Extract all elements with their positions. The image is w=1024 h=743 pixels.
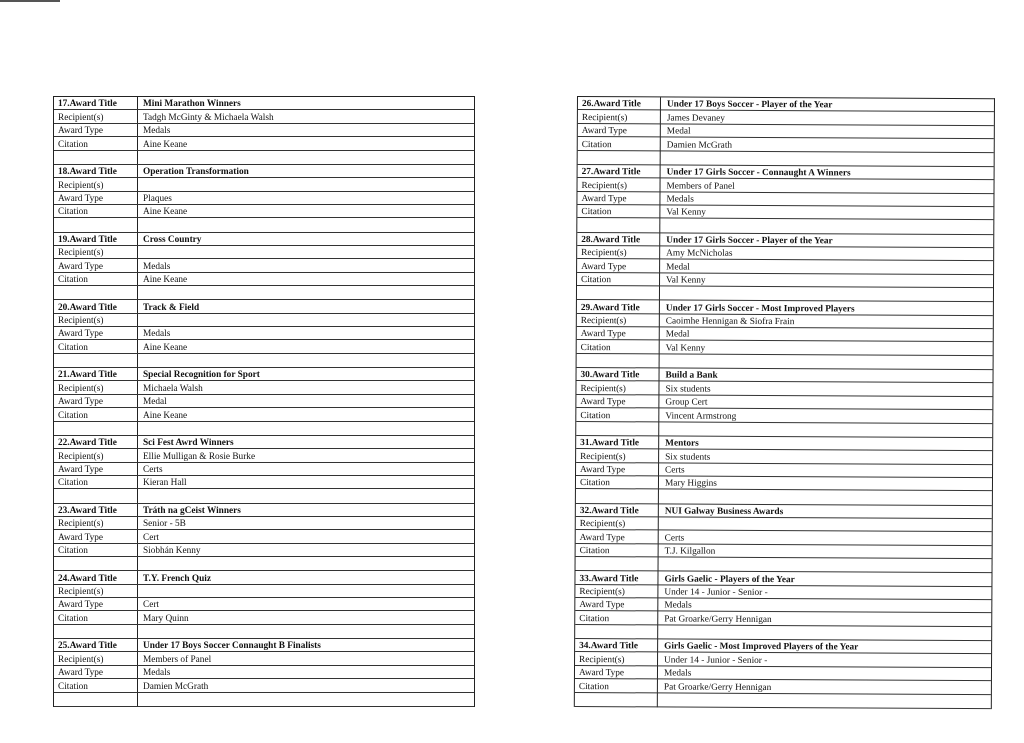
recipients-row xyxy=(54,178,474,191)
field-label: Recipient(s) xyxy=(580,383,626,395)
field-value: Damien McGrath xyxy=(143,681,209,692)
award-block xyxy=(54,233,474,301)
field-value: Pat Groarke/Gerry Hennigan xyxy=(663,682,772,693)
scan-edge-mark xyxy=(0,0,60,2)
award-block xyxy=(577,165,993,235)
field-label: 25.Award Title xyxy=(58,641,117,652)
field-label: Recipient(s) xyxy=(58,180,104,191)
field-value: Under 14 - Junior - Senior - xyxy=(664,587,768,599)
award-block xyxy=(576,436,992,506)
award-title-row xyxy=(54,233,474,246)
award-block xyxy=(576,368,992,438)
award-type-row xyxy=(54,666,474,679)
award-block xyxy=(54,639,474,707)
award-title-row xyxy=(54,571,474,584)
field-label: Award Type xyxy=(58,329,104,340)
field-label: Recipient(s) xyxy=(581,248,627,259)
field-value: Sci Fest Awrd Winners xyxy=(143,438,234,449)
field-label: 27.Award Title xyxy=(581,167,641,178)
field-label: Citation xyxy=(58,613,88,624)
field-label: Citation xyxy=(58,342,88,353)
field-label: Recipient(s) xyxy=(58,451,104,462)
awards-table-right xyxy=(574,96,995,709)
field-value: Medals xyxy=(664,600,692,612)
blank-row xyxy=(575,693,991,709)
field-label: Citation xyxy=(58,139,88,150)
field-label: Recipient(s) xyxy=(58,587,104,598)
award-block xyxy=(54,97,474,165)
citation-row xyxy=(54,679,474,692)
field-label: Award Type xyxy=(58,193,104,204)
field-label: Citation xyxy=(578,681,609,692)
field-value: Mentors xyxy=(665,438,699,449)
field-label: 21.Award Title xyxy=(58,370,117,381)
field-value: Track & Field xyxy=(143,302,200,313)
field-value: Build a Bank xyxy=(665,370,718,382)
field-label: Recipient(s) xyxy=(58,316,104,327)
award-block xyxy=(54,504,474,572)
field-label: 17.Award Title xyxy=(58,99,117,110)
citation-row xyxy=(54,476,474,489)
field-value: Medals xyxy=(143,668,171,679)
field-value: Cert xyxy=(143,600,160,611)
field-value: Six students xyxy=(665,384,711,395)
award-title-row xyxy=(54,368,474,381)
field-value: Tráth na gCeist Winners xyxy=(143,505,241,516)
field-value: Operation Transformation xyxy=(143,167,249,178)
field-label: Award Type xyxy=(58,261,104,272)
field-value: Under 17 Boys Soccer - Player of the Year xyxy=(666,99,833,111)
field-value: Under 17 Girls Soccer - Connaught A Winners xyxy=(666,167,851,179)
field-value: Girls Gaelic - Most Improved Players of the Year xyxy=(664,641,859,653)
field-value: Kieran Hall xyxy=(143,478,187,489)
award-block xyxy=(54,436,474,504)
award-block xyxy=(575,571,991,641)
field-label: 32.Award Title xyxy=(579,505,639,517)
field-label: 20.Award Title xyxy=(58,302,117,313)
field-label: 30.Award Title xyxy=(580,370,640,381)
field-value: Mary Higgins xyxy=(664,478,717,490)
field-label: Award Type xyxy=(58,600,104,611)
field-label: Recipient(s) xyxy=(58,112,104,123)
field-value: Medals xyxy=(143,126,171,137)
blank-row xyxy=(54,354,474,368)
field-label: Citation xyxy=(58,478,88,489)
field-value: Members of Panel xyxy=(143,654,212,665)
field-label: Citation xyxy=(58,546,88,557)
recipients-row xyxy=(54,381,474,394)
field-value: Val Kenny xyxy=(666,275,706,286)
blank-row xyxy=(54,286,474,300)
field-label: 34.Award Title xyxy=(579,641,639,652)
award-list xyxy=(575,97,994,709)
field-label: Award Type xyxy=(580,464,626,476)
field-value: Medals xyxy=(143,329,171,340)
award-title-row xyxy=(54,97,474,110)
blank-row xyxy=(54,693,474,707)
award-type-row xyxy=(54,327,474,340)
recipients-row xyxy=(54,314,474,327)
field-label: Recipient(s) xyxy=(579,587,625,598)
award-block xyxy=(54,571,474,639)
recipients-row xyxy=(54,585,474,598)
field-value: Plaques xyxy=(143,193,172,204)
award-type-row xyxy=(54,395,474,408)
citation-row xyxy=(54,205,474,218)
recipients-row xyxy=(54,110,474,123)
field-label: Recipient(s) xyxy=(580,316,627,327)
field-label: Citation xyxy=(580,410,611,421)
field-value: Aine Keane xyxy=(143,342,188,353)
field-value: T.J. Kilgallon xyxy=(664,546,716,557)
field-label: 31.Award Title xyxy=(580,438,640,449)
field-label: Citation xyxy=(581,139,612,150)
field-value: Aine Keane xyxy=(143,139,188,150)
field-value: NUI Galway Business Awards xyxy=(664,506,784,517)
field-value: Medal xyxy=(665,329,690,341)
field-label: Citation xyxy=(580,342,611,353)
field-value: T.Y. French Quiz xyxy=(143,573,212,584)
citation-row xyxy=(54,340,474,353)
award-type-row xyxy=(54,463,474,476)
field-value: Medals xyxy=(666,194,694,205)
awards-table-left xyxy=(53,96,475,707)
field-value: Ellie Mulligan & Rosie Burke xyxy=(143,451,256,462)
field-value: Group Cert xyxy=(665,397,708,408)
field-value: Val Kenny xyxy=(665,343,706,354)
field-value: Under 17 Girls Soccer - Player of the Year xyxy=(666,235,833,247)
field-value: Under 14 - Junior - Senior - xyxy=(664,655,768,666)
citation-row xyxy=(54,137,474,150)
award-block xyxy=(576,503,992,573)
award-title-row xyxy=(54,436,474,449)
field-value: Certs xyxy=(143,464,163,475)
recipients-row xyxy=(54,449,474,462)
citation-row xyxy=(54,611,474,624)
field-label: 29.Award Title xyxy=(580,302,640,313)
field-value: Aine Keane xyxy=(143,207,188,218)
citation-row xyxy=(54,544,474,557)
field-value: Aine Keane xyxy=(143,410,188,421)
field-value: Senior - 5B xyxy=(143,519,186,530)
citation-row xyxy=(54,273,474,286)
field-label: Award Type xyxy=(581,193,627,205)
field-label: Citation xyxy=(58,410,88,421)
blank-row xyxy=(54,151,474,165)
award-title-row xyxy=(54,639,474,652)
field-value: Mini Marathon Winners xyxy=(143,99,241,110)
award-type-row xyxy=(54,530,474,543)
award-block xyxy=(54,368,474,436)
field-value: Girls Gaelic - Players of the Year xyxy=(664,574,795,585)
field-value: Cert xyxy=(143,532,160,543)
field-label: Citation xyxy=(58,275,88,286)
field-value: Members of Panel xyxy=(666,181,735,192)
award-title-row xyxy=(54,165,474,178)
field-value: Vincent Armstrong xyxy=(665,411,737,422)
field-label: 18.Award Title xyxy=(58,167,117,178)
field-label: Recipient(s) xyxy=(580,451,626,462)
field-value: Six students xyxy=(665,451,711,463)
field-label: Recipient(s) xyxy=(58,654,104,665)
award-title-row xyxy=(54,504,474,517)
award-block xyxy=(577,300,993,370)
field-value: Under 17 Boys Soccer Connaught B Finalists xyxy=(143,641,321,652)
field-label: Award Type xyxy=(58,397,104,408)
field-label: Award Type xyxy=(578,668,625,679)
field-value: Under 17 Girls Soccer - Most Improved Players xyxy=(665,303,855,315)
award-type-row xyxy=(54,259,474,272)
field-label: Recipient(s) xyxy=(58,248,104,259)
field-label: Recipient(s) xyxy=(58,383,104,394)
field-label: Citation xyxy=(579,546,610,557)
blank-row xyxy=(54,422,474,436)
field-value: Certs xyxy=(664,533,685,544)
recipients-row xyxy=(54,517,474,530)
field-value: Medals xyxy=(663,668,692,679)
field-label: 22.Award Title xyxy=(58,438,117,449)
award-type-row xyxy=(54,192,474,205)
field-value: Medal xyxy=(666,262,690,273)
field-value: Aine Keane xyxy=(143,275,188,286)
field-label: 33.Award Title xyxy=(579,573,639,584)
field-label: Award Type xyxy=(581,126,627,137)
award-title-row xyxy=(54,300,474,313)
award-type-row xyxy=(54,598,474,611)
blank-row xyxy=(54,625,474,639)
award-type-row xyxy=(54,124,474,137)
field-value: Special Recognition for Sport xyxy=(143,370,260,381)
field-value: Amy McNicholas xyxy=(666,248,733,260)
field-label: Award Type xyxy=(58,668,104,679)
award-block xyxy=(575,639,991,709)
field-label: Recipient(s) xyxy=(579,654,625,666)
award-list xyxy=(54,97,474,707)
field-value: Medals xyxy=(143,261,171,272)
field-label: 24.Award Title xyxy=(58,573,117,584)
field-value: James Devaney xyxy=(666,113,726,124)
field-label: Award Type xyxy=(579,600,625,611)
field-value: Tadgh McGinty & Michaela Walsh xyxy=(143,112,274,123)
field-label: Award Type xyxy=(580,397,626,408)
field-label: 26.Award Title xyxy=(581,99,641,110)
field-label: Citation xyxy=(579,478,610,489)
field-label: 23.Award Title xyxy=(58,505,117,516)
recipients-row xyxy=(54,652,474,665)
field-label: Citation xyxy=(579,613,610,624)
blank-row xyxy=(54,489,474,503)
field-value: Michaela Walsh xyxy=(143,383,203,394)
field-label: Award Type xyxy=(58,464,104,475)
field-label: Recipient(s) xyxy=(581,180,627,191)
recipients-row xyxy=(54,246,474,259)
field-value: Medal xyxy=(143,397,167,408)
citation-row xyxy=(54,408,474,421)
field-label: Recipient(s) xyxy=(581,112,628,124)
field-label: Award Type xyxy=(579,532,625,543)
award-block xyxy=(54,165,474,233)
field-label: Recipient(s) xyxy=(579,519,626,530)
field-label: 28.Award Title xyxy=(581,234,641,246)
field-value: Val Kenny xyxy=(666,207,706,218)
blank-row xyxy=(54,218,474,232)
blank-row xyxy=(54,557,474,571)
field-label: Award Type xyxy=(581,261,627,272)
field-value: Pat Groarke/Gerry Hennigan xyxy=(664,614,772,625)
field-value: Certs xyxy=(665,465,685,476)
field-label: 19.Award Title xyxy=(58,234,117,245)
field-label: Citation xyxy=(581,275,612,286)
field-label: Award Type xyxy=(58,126,104,137)
field-value: Medal xyxy=(666,126,691,137)
field-label: Award Type xyxy=(58,532,104,543)
field-label: Award Type xyxy=(580,329,626,340)
field-label: Recipient(s) xyxy=(58,519,104,530)
award-block xyxy=(54,300,474,368)
field-label: Citation xyxy=(58,681,88,692)
field-value: Caoimhe Hennigan & Siofra Frain xyxy=(665,316,795,328)
field-value: Cross Country xyxy=(143,234,202,245)
field-label: Citation xyxy=(581,207,612,218)
field-value: Mary Quinn xyxy=(143,613,189,624)
field-value: Siobhán Kenny xyxy=(143,546,201,557)
field-label: Citation xyxy=(58,207,88,218)
field-value: Damien McGrath xyxy=(666,140,733,151)
award-block xyxy=(577,233,993,303)
award-block xyxy=(578,97,994,167)
